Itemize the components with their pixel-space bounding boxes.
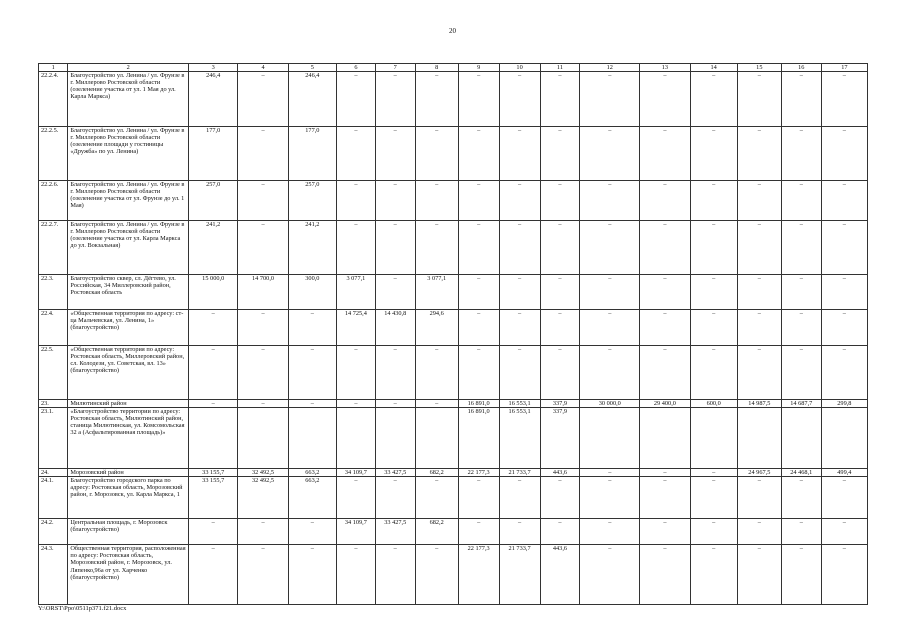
value-cell: 24 468,1 <box>781 469 821 477</box>
value-cell <box>375 408 415 469</box>
value-cell: – <box>690 545 737 605</box>
value-cell: 30 000,0 <box>580 400 640 408</box>
value-cell: 257,0 <box>288 181 336 221</box>
value-cell: 14 725,4 <box>336 310 375 346</box>
row-index-cell: 24.1. <box>39 477 68 519</box>
value-cell: – <box>781 545 821 605</box>
value-cell: – <box>288 545 336 605</box>
value-cell: 21 733,7 <box>499 545 540 605</box>
value-cell: – <box>580 275 640 310</box>
object-name-cell: «Общественная территория по адресу: Ростовская область, Миллеровский район, сл. Колодези, ул. Советская, вл. 13» (благоустройство) <box>68 346 189 400</box>
value-cell: – <box>238 181 288 221</box>
value-cell: – <box>821 275 867 310</box>
value-cell: – <box>821 477 867 519</box>
value-cell: – <box>288 400 336 408</box>
row-index-cell: 22.2.7. <box>39 221 68 275</box>
value-cell: – <box>375 400 415 408</box>
value-cell: – <box>640 477 690 519</box>
value-cell: 22 177,3 <box>458 545 499 605</box>
value-cell: – <box>640 127 690 181</box>
table-row <box>39 346 868 400</box>
value-cell: 177,0 <box>189 127 238 181</box>
value-cell: – <box>458 181 499 221</box>
table-row <box>39 310 868 346</box>
object-name-cell: «Общественная территория по адресу: ст-ца Мальчевская, ул. Ленина, 1» (благоустройство) <box>68 310 189 346</box>
table-row <box>39 181 868 221</box>
value-cell: 294,6 <box>415 310 458 346</box>
value-cell: – <box>737 477 781 519</box>
value-cell: 34 109,7 <box>336 469 375 477</box>
value-cell: – <box>690 310 737 346</box>
value-cell: – <box>288 346 336 400</box>
value-cell: – <box>640 519 690 545</box>
value-cell: – <box>781 477 821 519</box>
value-cell: 16 553,1 <box>499 408 540 469</box>
column-number-cell: 6 <box>336 64 375 72</box>
object-name-cell: Центральная площадь, г. Морозовск (благоустройство) <box>68 519 189 545</box>
table-row <box>39 72 868 127</box>
value-cell: – <box>375 545 415 605</box>
value-cell: – <box>375 127 415 181</box>
value-cell: – <box>540 72 580 127</box>
value-cell: 14 700,0 <box>238 275 288 310</box>
table-row <box>39 127 868 181</box>
value-cell: – <box>580 181 640 221</box>
value-cell <box>238 408 288 469</box>
value-cell: 33 427,5 <box>375 469 415 477</box>
table-row <box>39 408 868 469</box>
value-cell: – <box>415 221 458 275</box>
value-cell: – <box>781 221 821 275</box>
value-cell: – <box>458 72 499 127</box>
value-cell: – <box>288 310 336 346</box>
value-cell: – <box>821 310 867 346</box>
value-cell: – <box>540 221 580 275</box>
value-cell: 32 492,5 <box>238 477 288 519</box>
column-number-cell: 16 <box>781 64 821 72</box>
value-cell: – <box>415 346 458 400</box>
value-cell: – <box>540 477 580 519</box>
value-cell: 24 967,5 <box>737 469 781 477</box>
table-row <box>39 400 868 408</box>
row-index-cell: 24. <box>39 469 68 477</box>
value-cell: – <box>690 127 737 181</box>
column-number-cell: 7 <box>375 64 415 72</box>
object-name-cell: Благоустройство сквер, сл. Дёгтево, ул. Российская, 34 Миллеровский район, Ростовская область <box>68 275 189 310</box>
value-cell: 499,4 <box>821 469 867 477</box>
value-cell: 22 177,3 <box>458 469 499 477</box>
value-cell: 21 733,7 <box>499 469 540 477</box>
table-row <box>39 469 868 477</box>
value-cell: – <box>336 221 375 275</box>
value-cell: – <box>580 545 640 605</box>
value-cell: 29 400,0 <box>640 400 690 408</box>
table-row <box>39 275 868 310</box>
value-cell: – <box>737 275 781 310</box>
value-cell: – <box>580 310 640 346</box>
value-cell: – <box>288 519 336 545</box>
value-cell: – <box>580 221 640 275</box>
object-name-cell: «Благоустройство территории по адресу: Ростовская область, Милютинский район, станица Милютинская, ул. Комсомольская 32 а (Асфальтированная площадь)» <box>68 408 189 469</box>
value-cell: – <box>336 346 375 400</box>
value-cell: – <box>580 346 640 400</box>
table-row <box>39 545 868 605</box>
value-cell: – <box>737 346 781 400</box>
value-cell: – <box>690 72 737 127</box>
value-cell: 14 430,8 <box>375 310 415 346</box>
value-cell: 34 109,7 <box>336 519 375 545</box>
value-cell: – <box>737 545 781 605</box>
value-cell: – <box>781 346 821 400</box>
value-cell <box>336 408 375 469</box>
value-cell: – <box>640 545 690 605</box>
value-cell: – <box>238 72 288 127</box>
value-cell: – <box>690 221 737 275</box>
value-cell: 33 155,7 <box>189 469 238 477</box>
object-name-cell: Благоустройство ул. Ленина / ул. Фрунзе в г. Миллерово Ростовской области (озеленение площади у гостиницы «Дружба» по ул. Ленина) <box>68 127 189 181</box>
object-name-cell: Благоустройство ул. Ленина / ул. Фрунзе в г. Миллерово Ростовской области (озеленение участка от ул. Фрунзе до ул. 1 Мая) <box>68 181 189 221</box>
value-cell: – <box>737 310 781 346</box>
value-cell: – <box>640 469 690 477</box>
value-cell: – <box>189 310 238 346</box>
value-cell: – <box>458 346 499 400</box>
value-cell: – <box>499 127 540 181</box>
value-cell: 299,8 <box>821 400 867 408</box>
value-cell: – <box>499 181 540 221</box>
row-index-cell: 23. <box>39 400 68 408</box>
value-cell: – <box>781 310 821 346</box>
value-cell <box>580 408 640 469</box>
value-cell: – <box>336 127 375 181</box>
value-cell: – <box>336 400 375 408</box>
object-name-cell: Морозовский район <box>68 469 189 477</box>
value-cell: – <box>415 477 458 519</box>
object-name-cell: Благоустройство ул. Ленина / ул. Фрунзе в г. Миллерово Ростовской области (озеленение участка от ул. Карла Маркса до ул. Вокзальная) <box>68 221 189 275</box>
value-cell: 663,2 <box>288 469 336 477</box>
row-index-cell: 23.1. <box>39 408 68 469</box>
value-cell: – <box>499 221 540 275</box>
value-cell: – <box>540 181 580 221</box>
value-cell: 3 077,1 <box>336 275 375 310</box>
value-cell: – <box>640 181 690 221</box>
value-cell <box>781 408 821 469</box>
value-cell: – <box>238 310 288 346</box>
value-cell: – <box>640 346 690 400</box>
row-index-cell: 22.3. <box>39 275 68 310</box>
value-cell: – <box>580 519 640 545</box>
value-cell: 337,9 <box>540 408 580 469</box>
value-cell: – <box>375 275 415 310</box>
value-cell: – <box>540 275 580 310</box>
value-cell: – <box>781 72 821 127</box>
value-cell: – <box>781 127 821 181</box>
value-cell: – <box>458 519 499 545</box>
value-cell: – <box>415 181 458 221</box>
value-cell: – <box>375 181 415 221</box>
value-cell: – <box>336 545 375 605</box>
value-cell <box>189 408 238 469</box>
value-cell: – <box>540 127 580 181</box>
value-cell: – <box>189 346 238 400</box>
value-cell: – <box>737 72 781 127</box>
value-cell: – <box>415 545 458 605</box>
column-number-cell: 5 <box>288 64 336 72</box>
table-row <box>39 221 868 275</box>
value-cell: – <box>189 545 238 605</box>
value-cell: – <box>821 221 867 275</box>
value-cell: 32 492,5 <box>238 469 288 477</box>
value-cell: – <box>238 346 288 400</box>
value-cell: 443,6 <box>540 469 580 477</box>
value-cell: 246,4 <box>189 72 238 127</box>
value-cell: 600,0 <box>690 400 737 408</box>
row-index-cell: 22.5. <box>39 346 68 400</box>
column-number-cell: 17 <box>821 64 867 72</box>
object-name-cell: Благоустройство ул. Ленина / ул. Фрунзе в г. Миллерово Ростовской области (озеленение участка от ул. 1 Мая до ул. Карла Маркса) <box>68 72 189 127</box>
value-cell: – <box>690 275 737 310</box>
value-cell: – <box>540 519 580 545</box>
value-cell: 682,2 <box>415 519 458 545</box>
value-cell: 663,2 <box>288 477 336 519</box>
value-cell: – <box>415 72 458 127</box>
value-cell: – <box>499 275 540 310</box>
value-cell <box>690 408 737 469</box>
value-cell: 337,9 <box>540 400 580 408</box>
value-cell: – <box>375 72 415 127</box>
value-cell: – <box>458 477 499 519</box>
value-cell: 14 987,5 <box>737 400 781 408</box>
value-cell: – <box>499 72 540 127</box>
value-cell: – <box>690 477 737 519</box>
value-cell: 14 687,7 <box>781 400 821 408</box>
value-cell: 443,6 <box>540 545 580 605</box>
value-cell: – <box>238 545 288 605</box>
column-number-cell: 12 <box>580 64 640 72</box>
value-cell: – <box>640 275 690 310</box>
value-cell: – <box>821 346 867 400</box>
value-cell: – <box>336 181 375 221</box>
value-cell: 177,0 <box>288 127 336 181</box>
value-cell: – <box>499 477 540 519</box>
column-number-cell: 15 <box>737 64 781 72</box>
value-cell: – <box>821 519 867 545</box>
value-cell: – <box>821 545 867 605</box>
value-cell: – <box>375 346 415 400</box>
value-cell: – <box>499 310 540 346</box>
value-cell: – <box>189 400 238 408</box>
column-number-cell: 9 <box>458 64 499 72</box>
value-cell: – <box>690 469 737 477</box>
value-cell: 300,0 <box>288 275 336 310</box>
value-cell: 3 077,1 <box>415 275 458 310</box>
value-cell: – <box>415 400 458 408</box>
value-cell <box>640 408 690 469</box>
value-cell: 241,2 <box>189 221 238 275</box>
value-cell: – <box>458 127 499 181</box>
value-cell: – <box>781 275 821 310</box>
value-cell: – <box>458 310 499 346</box>
value-cell <box>737 408 781 469</box>
value-cell: – <box>737 519 781 545</box>
value-cell: 16 553,1 <box>499 400 540 408</box>
object-name-cell: Общественная территория, расположенная по адресу: Ростовская область, Морозовский район, г. Морозовск, ул. Ляпенко,96а от ул. Харченко (благоустройство) <box>68 545 189 605</box>
column-number-cell: 8 <box>415 64 458 72</box>
column-number-cell: 3 <box>189 64 238 72</box>
object-name-cell: Милютинский район <box>68 400 189 408</box>
value-cell: – <box>821 181 867 221</box>
value-cell: 241,2 <box>288 221 336 275</box>
value-cell: 33 427,5 <box>375 519 415 545</box>
column-number-cell: 14 <box>690 64 737 72</box>
value-cell <box>288 408 336 469</box>
value-cell: – <box>690 346 737 400</box>
value-cell: – <box>415 127 458 181</box>
value-cell: 246,4 <box>288 72 336 127</box>
value-cell: – <box>580 469 640 477</box>
row-index-cell: 24.3. <box>39 545 68 605</box>
value-cell: – <box>580 477 640 519</box>
value-cell: – <box>737 221 781 275</box>
row-index-cell: 22.2.6. <box>39 181 68 221</box>
value-cell: – <box>238 400 288 408</box>
value-cell <box>415 408 458 469</box>
column-number-cell: 10 <box>499 64 540 72</box>
object-name-cell: Благоустройство городского парка по адресу: Ростовская область, Морозовский район, г. Морозовск, ул. Карла Маркса, 1 <box>68 477 189 519</box>
value-cell: 257,0 <box>189 181 238 221</box>
row-index-cell: 22.2.5. <box>39 127 68 181</box>
column-number-cell: 11 <box>540 64 580 72</box>
value-cell: – <box>821 127 867 181</box>
budget-table <box>38 63 868 605</box>
value-cell: – <box>375 477 415 519</box>
value-cell: – <box>640 72 690 127</box>
row-index-cell: 22.4. <box>39 310 68 346</box>
page-number: 20 <box>449 27 456 35</box>
value-cell: – <box>781 519 821 545</box>
value-cell: – <box>821 72 867 127</box>
value-cell: – <box>540 310 580 346</box>
row-index-cell: 22.2.4. <box>39 72 68 127</box>
value-cell: 33 155,7 <box>189 477 238 519</box>
value-cell: 16 891,0 <box>458 400 499 408</box>
table-row <box>39 477 868 519</box>
value-cell: 16 891,0 <box>458 408 499 469</box>
value-cell: – <box>499 346 540 400</box>
value-cell: – <box>737 127 781 181</box>
column-number-cell: 2 <box>68 64 189 72</box>
value-cell: – <box>189 519 238 545</box>
value-cell: – <box>238 221 288 275</box>
column-number-cell: 4 <box>238 64 288 72</box>
value-cell: – <box>540 346 580 400</box>
table-row <box>39 519 868 545</box>
value-cell <box>821 408 867 469</box>
value-cell: – <box>458 221 499 275</box>
column-number-row <box>39 64 868 72</box>
row-index-cell: 24.2. <box>39 519 68 545</box>
value-cell: – <box>690 181 737 221</box>
value-cell: – <box>781 181 821 221</box>
value-cell: – <box>580 127 640 181</box>
value-cell: 682,2 <box>415 469 458 477</box>
value-cell: – <box>238 127 288 181</box>
value-cell: – <box>640 221 690 275</box>
value-cell: – <box>499 519 540 545</box>
value-cell: – <box>375 221 415 275</box>
column-number-cell: 13 <box>640 64 690 72</box>
column-number-cell: 1 <box>39 64 68 72</box>
value-cell: – <box>737 181 781 221</box>
value-cell: – <box>640 310 690 346</box>
value-cell: – <box>580 72 640 127</box>
value-cell: 15 000,0 <box>189 275 238 310</box>
value-cell: – <box>690 519 737 545</box>
file-path-footer: Y:\ORST\Ppo\0511p371.f21.docx <box>38 605 127 612</box>
value-cell: – <box>238 519 288 545</box>
value-cell: – <box>336 72 375 127</box>
value-cell: – <box>458 275 499 310</box>
value-cell: – <box>336 477 375 519</box>
